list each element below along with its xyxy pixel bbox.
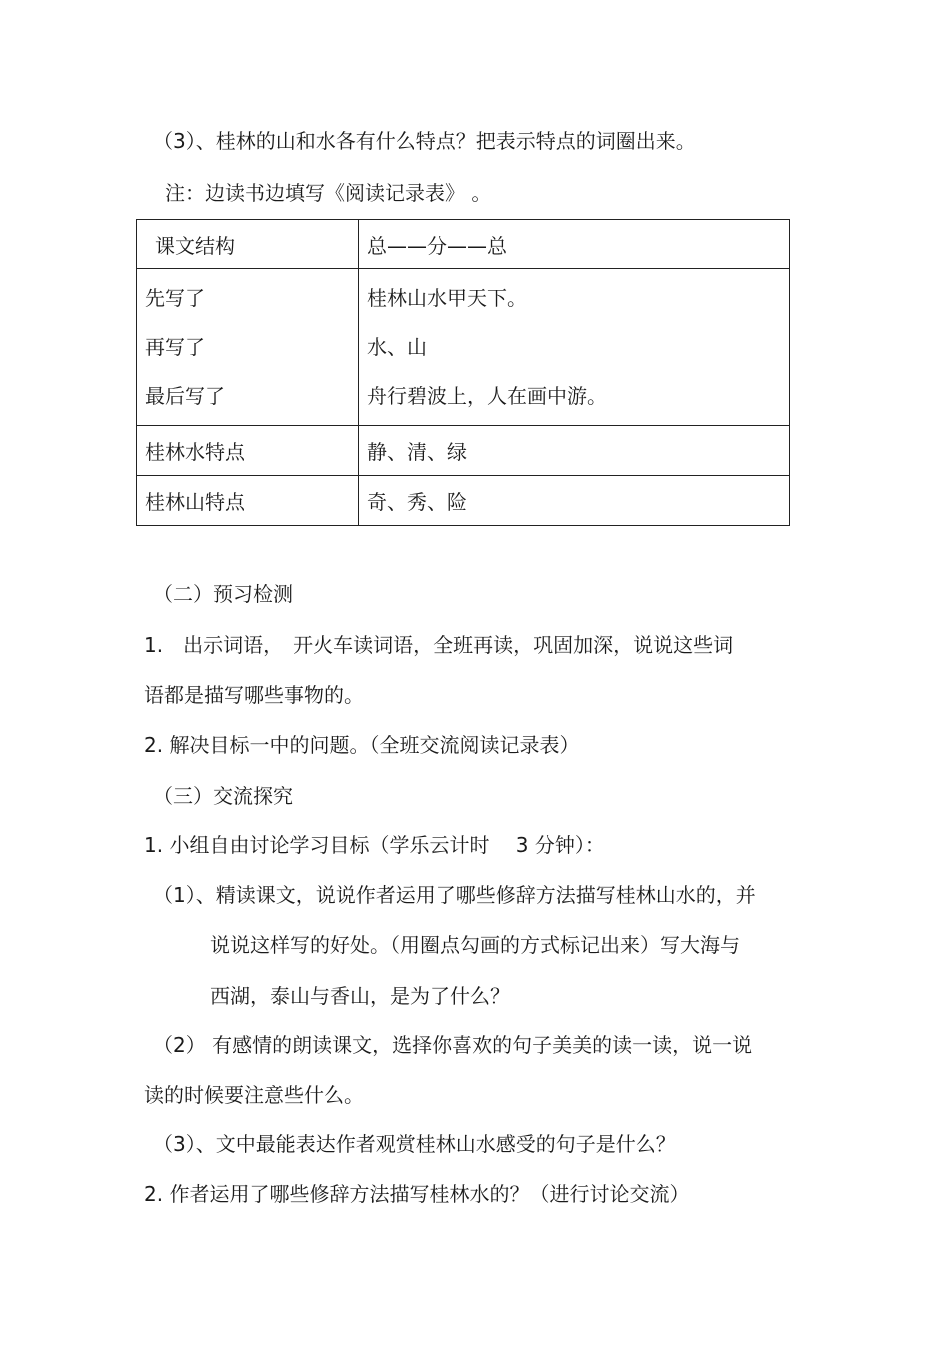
order-label-first: 先写了 bbox=[145, 285, 205, 310]
table-cell-label: 桂林水特点 bbox=[137, 426, 359, 476]
table-row bbox=[137, 269, 790, 426]
item-1-line-b: 语都是描写哪些事物的。 bbox=[144, 683, 364, 707]
table-row bbox=[137, 220, 790, 269]
table-cell-label bbox=[137, 220, 359, 269]
table-row bbox=[137, 426, 790, 476]
order-value-second: 水、山 bbox=[367, 334, 427, 359]
table-cell-value bbox=[359, 269, 790, 426]
order-label-last: 最后写了 bbox=[145, 383, 225, 408]
sub-2-line-a: （2） 有感情的朗读课文，选择你喜欢的句子美美的读一读，说一说 bbox=[153, 1033, 753, 1057]
item-1-line-a: 1. 出示词语， 开火车读词语，全班再读，巩固加深，说说这些词 bbox=[144, 633, 734, 657]
table-row bbox=[137, 476, 790, 526]
table-cell-value: 总——分——总 bbox=[359, 220, 790, 269]
question-3-intro: （3）、桂林的山和水各有什么特点？把表示特点的词圈出来。 bbox=[153, 129, 696, 153]
task-2: 2. 作者运用了哪些修辞方法描写桂林水的？（进行讨论交流） bbox=[144, 1182, 690, 1206]
table-cell-label: 桂林山特点 bbox=[137, 476, 359, 526]
structure-label: 课文结构 bbox=[155, 233, 235, 258]
sub-1-line-c: 西湖，泰山与香山，是为了什么？ bbox=[210, 984, 510, 1008]
item-2: 2. 解决目标一中的问题。（全班交流阅读记录表） bbox=[144, 733, 580, 757]
sub-2-line-b: 读的时候要注意些什么。 bbox=[144, 1083, 364, 1107]
order-label-second: 再写了 bbox=[145, 334, 205, 359]
sub-1-line-a: （1）、精读课文，说说作者运用了哪些修辞方法描写桂林山水的，并 bbox=[153, 883, 756, 907]
task-1: 1. 小组自由讨论学习目标（学乐云计时 3 分钟）： bbox=[144, 833, 605, 857]
note-line: 注：边读书边填写《阅读记录表》 。 bbox=[165, 181, 492, 205]
sub-3: （3）、文中最能表达作者观赏桂林山水感受的句子是什么？ bbox=[153, 1132, 676, 1156]
sub-1-line-b: 说说这样写的好处。（用圈点勾画的方式标记出来）写大海与 bbox=[210, 933, 740, 957]
section-3-title: （三）交流探究 bbox=[153, 784, 293, 808]
reading-record-table bbox=[136, 219, 790, 526]
order-value-first: 桂林山水甲天下。 bbox=[367, 285, 527, 310]
section-2-title: （二）预习检测 bbox=[153, 582, 293, 606]
table-cell-label bbox=[137, 269, 359, 426]
table-cell-value: 静、清、绿 bbox=[359, 426, 790, 476]
table-cell-value: 奇、秀、险 bbox=[359, 476, 790, 526]
order-value-last: 舟行碧波上，人在画中游。 bbox=[367, 383, 607, 408]
